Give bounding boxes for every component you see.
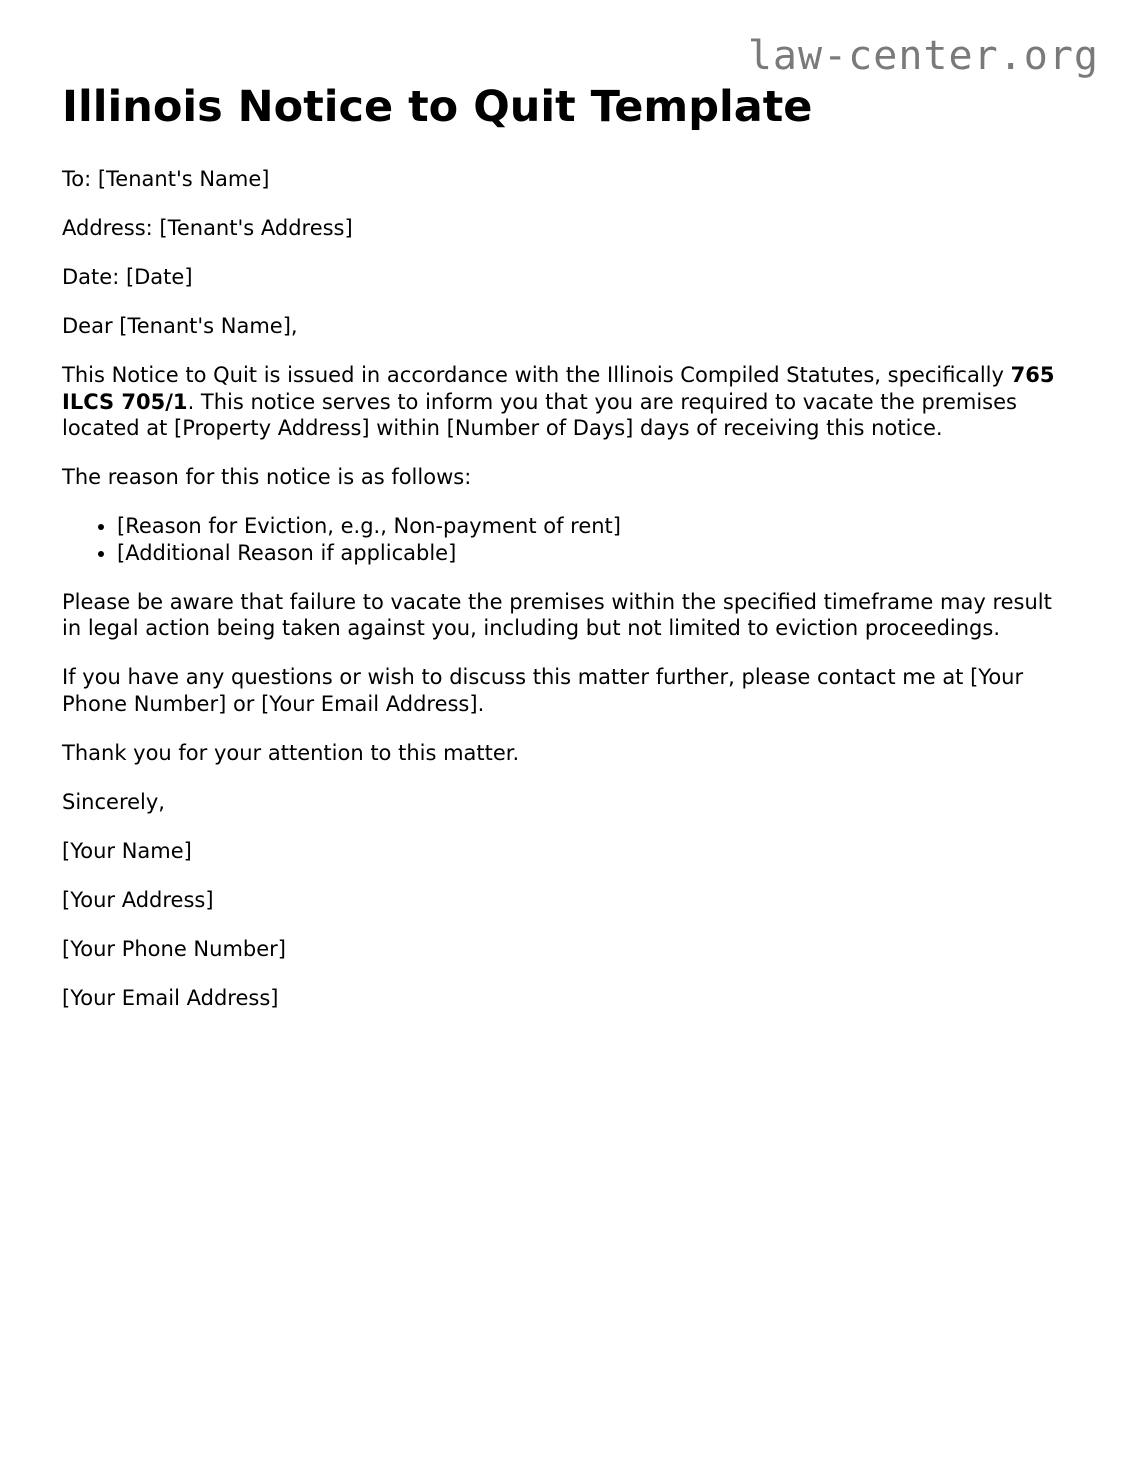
reason-list — [62, 513, 1072, 566]
closing-line: Sincerely, — [62, 789, 165, 814]
warning-paragraph: Please be aware that failure to vacate the premises within the specified timeframe may result in legal action being taken against you, including but not limited to eviction proceedings. — [62, 589, 1052, 640]
signature-address: [Your Address] — [62, 887, 214, 912]
site-watermark: law-center.org — [747, 33, 1099, 79]
signature-email: [Your Email Address] — [62, 985, 279, 1010]
document-page — [62, 78, 1072, 1034]
document-body — [62, 166, 1072, 1011]
intro-text-after: . This notice serves to inform you that you are required to vacate the premises located at [Property Address] within [Number of Days] days of receiving this notice. — [62, 389, 1017, 440]
date-line: Date: [Date] — [62, 265, 193, 289]
recipient-name-line: To: [Tenant's Name] — [62, 167, 270, 191]
intro-text-before: This Notice to Quit is issued in accordance with the Illinois Compiled Statutes, specifically — [62, 363, 1011, 387]
salutation: Dear [Tenant's Name], — [62, 314, 298, 338]
reason-intro: The reason for this notice is as follows: — [62, 465, 472, 489]
signature-name: [Your Name] — [62, 838, 192, 863]
statute-citation: 765 ILCS 705/1 — [62, 363, 1055, 414]
contact-paragraph: If you have any questions or wish to discuss this matter further, please contact me at [Your Phone Number] or [Your Email Address]. — [62, 665, 1024, 716]
intro-paragraph — [62, 362, 1072, 442]
reason-item: • [Reason for Eviction, e.g., Non-payment of rent] — [117, 513, 1072, 540]
signature-phone: [Your Phone Number] — [62, 936, 286, 961]
thanks-line: Thank you for your attention to this matter. — [62, 740, 520, 765]
recipient-address-line: Address: [Tenant's Address] — [62, 216, 353, 240]
reason-item: • [Additional Reason if applicable] — [117, 540, 1072, 567]
document-title: Illinois Notice to Quit Template — [62, 82, 813, 132]
